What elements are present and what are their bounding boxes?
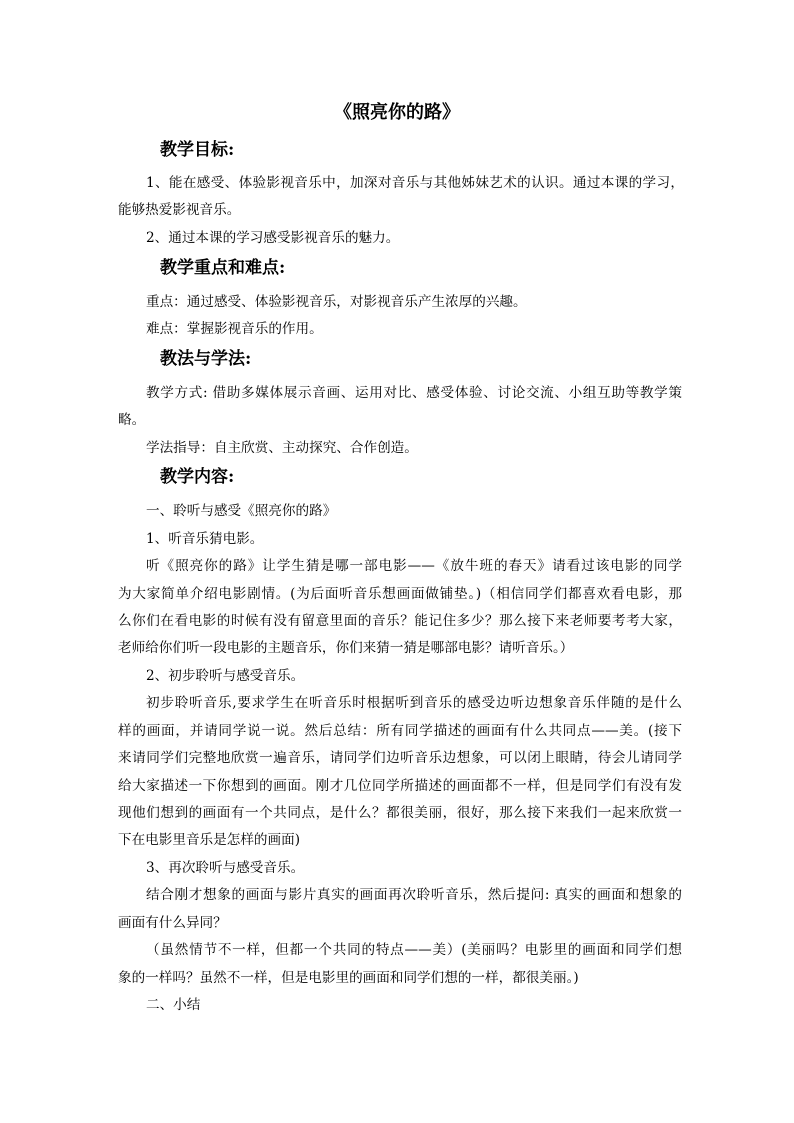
document-title: 《照亮你的路》 [334,102,460,123]
p3-line-2: 画面有什么异同？ [118,915,227,931]
heading-teaching-goals: 教学目标: [160,140,235,160]
p1-line-2: 为大家简单介绍电影剧情。(为后面听音乐想画面做铺垫。)（相信同学们都喜欢看电影，那 [118,586,682,602]
heading-key-difficult: 教学重点和难点: [160,258,286,278]
p2-line-5: 现他们想到的画面有一个共同点，是什么？都很美丽，很好，那么接下来我们一起来欣赏一 [118,805,682,821]
study-method: 学法指导：自主欣赏、主动探究、合作创造。 [146,440,418,456]
heading-content: 教学内容: [160,467,235,487]
p1-line-3: 么你们在看电影的时候有没有留意里面的音乐？能记住多少？那么接下来老师要考考大家， [118,613,682,629]
sub-3: 3、再次聆听与感受音乐。 [146,860,305,876]
p2-line-2: 样的画面，并请同学说一说。然后总结：所有同学描述的画面有什么共同点——美。(接下 [118,723,682,739]
goal-1-line-1: 1、能在感受、体验影视音乐中，加深对音乐与其他姊妹艺术的认识。通过本课的学习， [146,175,684,191]
sub-2: 2、初步聆听与感受音乐。 [146,668,305,684]
section-1: 一、聆听与感受《照亮你的路》 [146,503,337,519]
section-2: 二、小结 [146,997,201,1013]
p2-line-3: 来请同学们完整地欣赏一遍音乐，请同学们边听音乐边想象，可以闭上眼睛，待会儿请同学 [118,750,682,766]
p2-line-4: 给大家描述一下你想到的画面。刚才几位同学所描述的画面都不一样，但是同学们有没有发 [118,778,682,794]
p2-line-1: 初步聆听音乐,要求学生在听音乐时根据听到音乐的感受边听边想象音乐伴随的是什么 [146,695,682,711]
difficult-point: 难点：掌握影视音乐的作用。 [146,321,323,337]
goal-2: 2、通过本课的学习感受影视音乐的魅力。 [146,230,400,246]
method-line-2: 略。 [118,412,146,428]
heading-method: 教法与学法: [160,349,252,369]
p3-line-1: 结合刚才想象的画面与影片真实的画面再次聆听音乐，然后提问: 真实的画面和想象的 [146,887,682,903]
p2-line-6: 下在电影里音乐是怎样的画面) [118,832,301,848]
key-point: 重点：通过感受、体验影视音乐，对影视音乐产生浓厚的兴趣。 [146,294,527,310]
p1-line-4: 老师给你们听一段电影的主题音乐，你们来猜一猜是哪部电影？请听音乐。） [118,640,574,656]
sub-1: 1、听音乐猜电影。 [146,531,264,547]
method-line-1: 教学方式: 借助多媒体展示音画、运用对比、感受体验、讨论交流、小组互助等教学策 [146,385,682,401]
p1-line-1: 听《照亮你的路》让学生猜是哪一部电影——《放牛班的春天》请看过该电影的同学 [146,558,682,574]
goal-1-line-2: 能够热爱影视音乐。 [118,202,241,218]
p4-line-2: 象的一样吗？虽然不一样，但是电影里的画面和同学们想的一样，都很美丽。) [118,970,579,986]
p4-line-1: （虽然情节不一样，但都一个共同的特点——美）(美丽吗？电影里的画面和同学们想 [146,942,682,958]
